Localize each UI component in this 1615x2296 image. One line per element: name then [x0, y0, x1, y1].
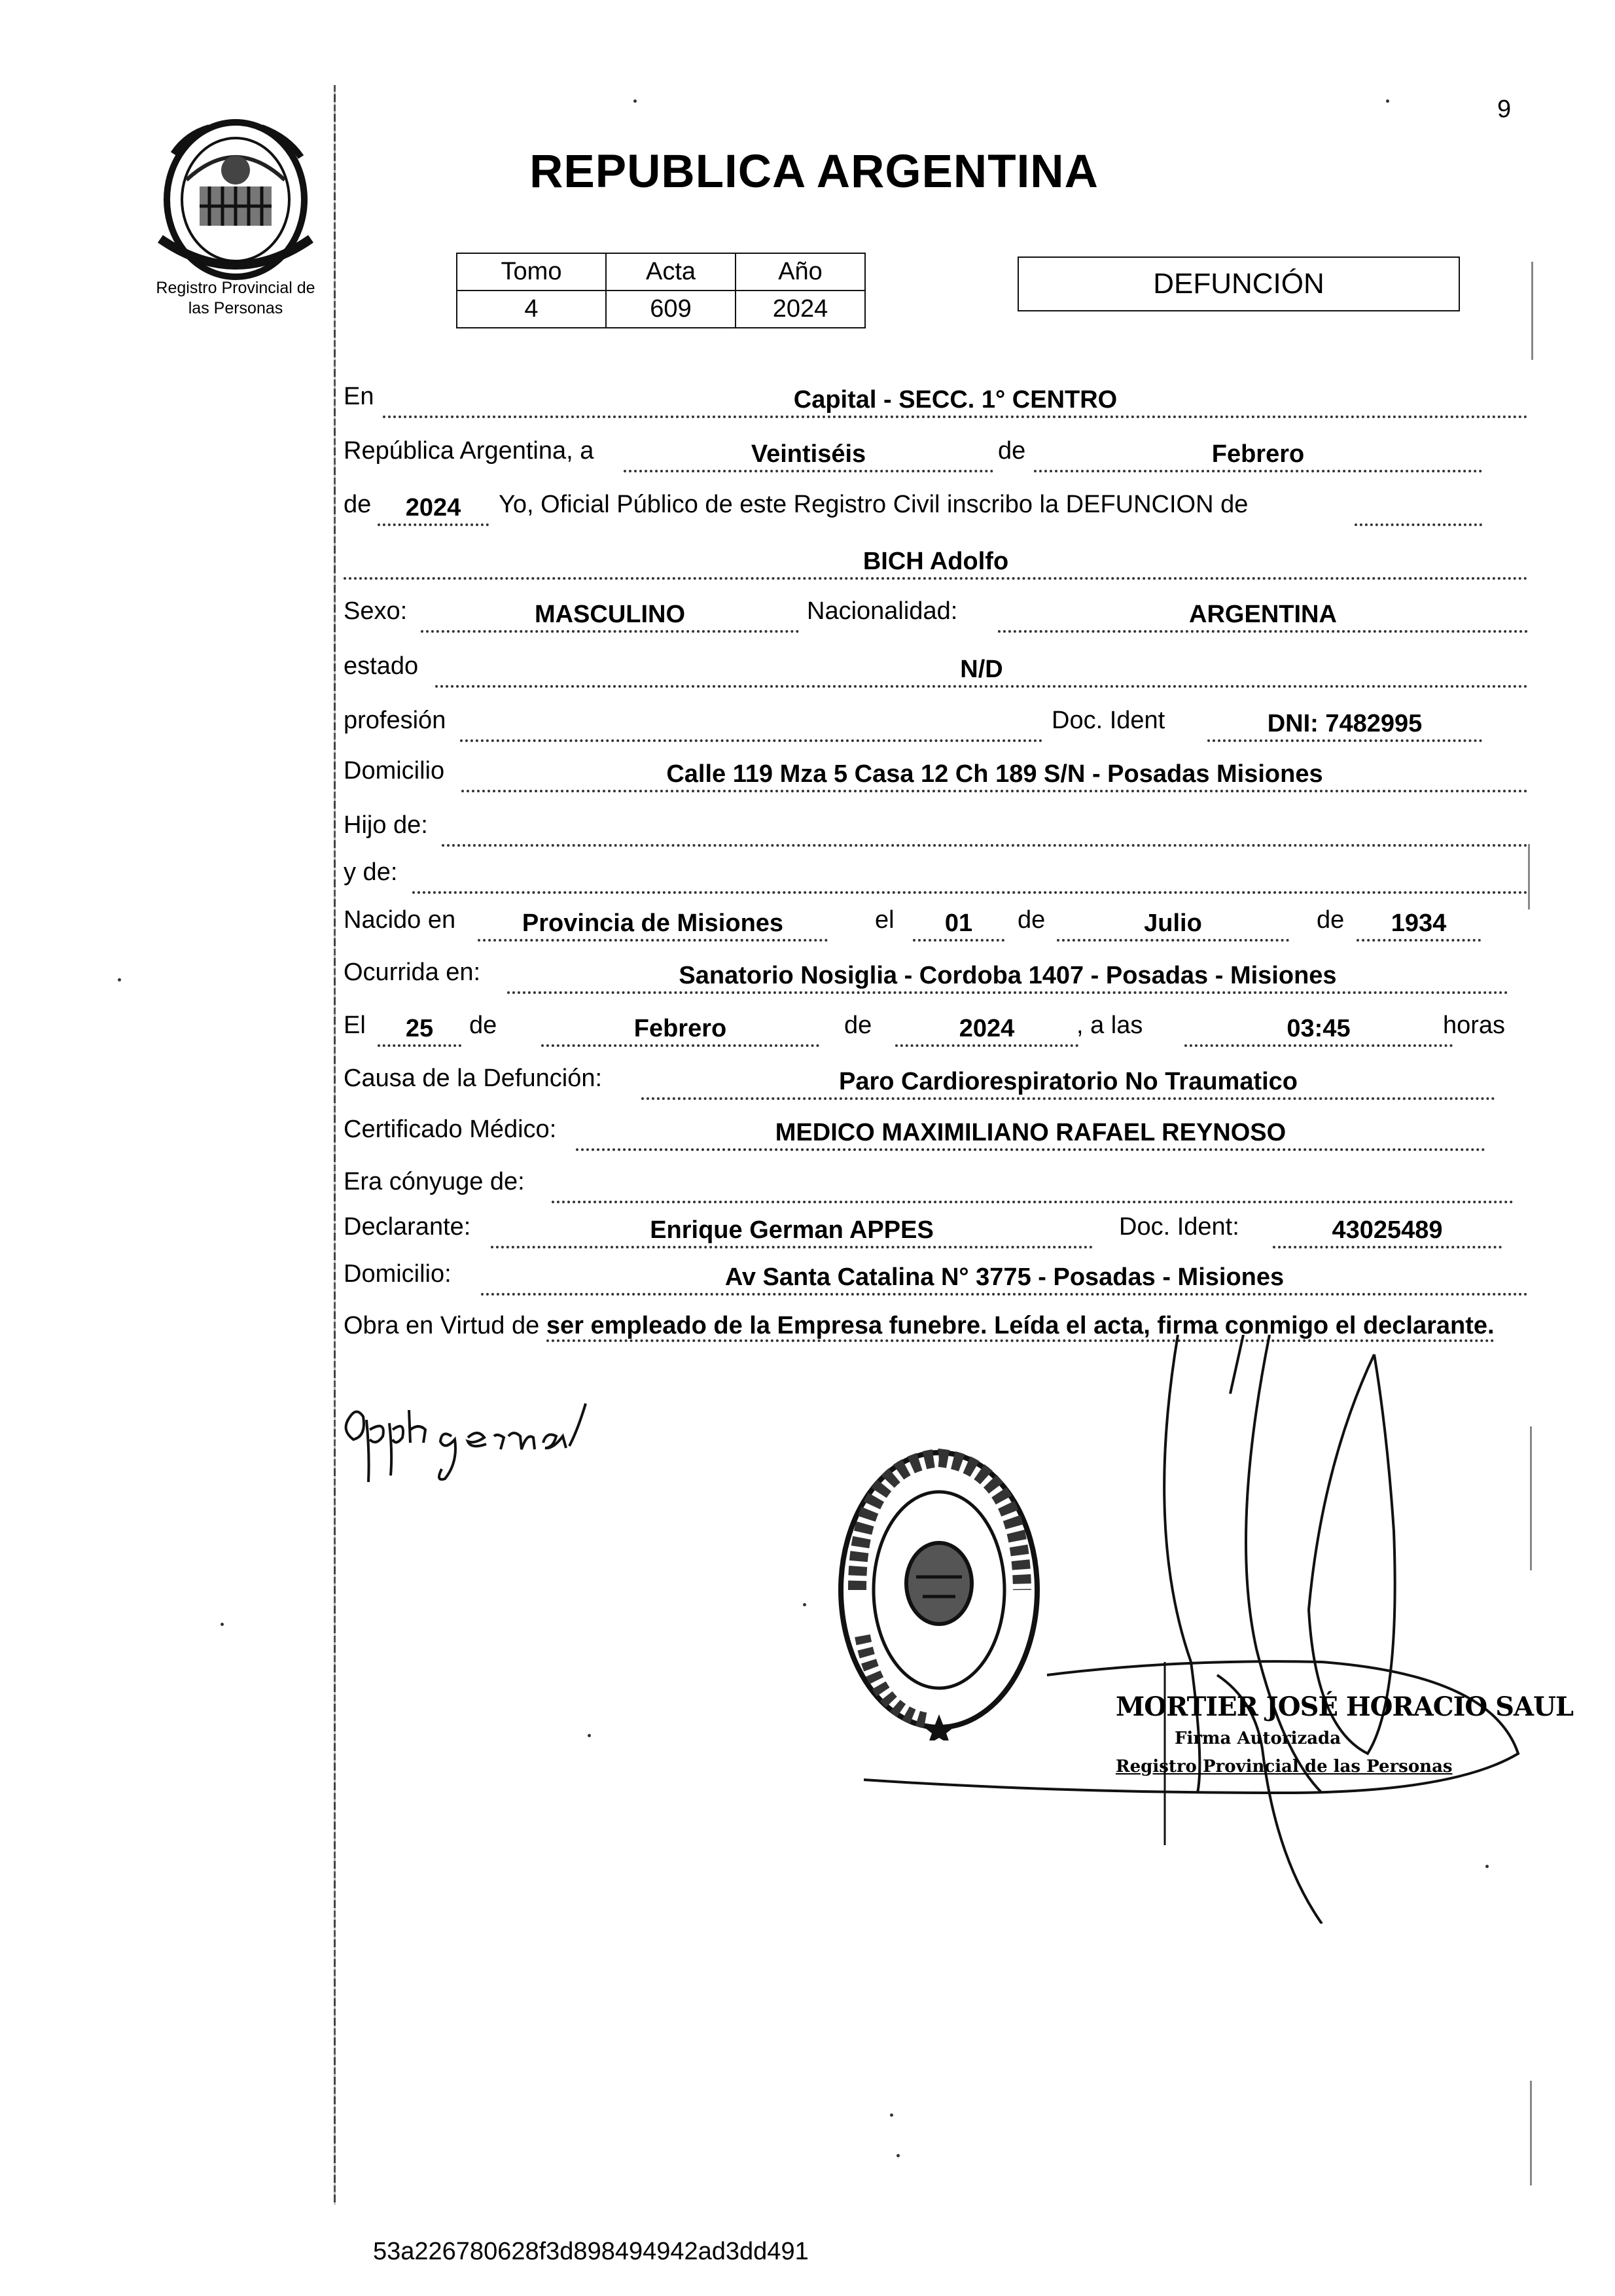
record-type-box: DEFUNCIÓN [1018, 256, 1460, 311]
scan-edge-mark [1528, 844, 1530, 910]
anio-value: 2024 [736, 291, 865, 328]
decl-doc-label: Doc. Ident: [1119, 1213, 1239, 1241]
alas-label: , a las [1076, 1012, 1143, 1039]
row-sexo [344, 597, 1528, 637]
scan-speck [221, 1623, 224, 1626]
registry-line1: Registro Provincial de [156, 279, 315, 297]
stamp-role: Firma Autorizada [1175, 1729, 1341, 1748]
mes-value: Febrero [1034, 444, 1482, 472]
causa-label: Causa de la Defunción: [344, 1065, 603, 1092]
de-label: de [998, 437, 1026, 465]
declarant-signature-icon [337, 1390, 612, 1489]
conyuge-value [552, 1174, 1514, 1203]
row-inscribo [344, 491, 1528, 530]
scan-edge-mark [1530, 2081, 1532, 2185]
scan-speck [896, 2154, 900, 2157]
document-hash: 53a226780628f3d898494942ad3dd491 [373, 2238, 809, 2265]
causa-value: Paro Cardiorespiratorio No Traumatico [641, 1071, 1495, 1100]
scan-speck [633, 99, 637, 103]
def-mes-value: Febrero [541, 1018, 819, 1047]
row-declarante [344, 1213, 1528, 1252]
en-label: En [344, 383, 374, 410]
stamp-organization: Registro Provincial de las Personas [1116, 1757, 1453, 1776]
domicilio-value: Calle 119 Mza 5 Casa 12 Ch 189 S/N - Posadas Misiones [461, 764, 1528, 792]
rep-label: República Argentina, a [344, 437, 594, 465]
reference-header-row [457, 253, 865, 291]
obra-text: ser empleado de la Empresa funebre. Leída el acta, firma conmigo el declarante. [546, 1312, 1495, 1342]
anio-inscripcion-value: 2024 [378, 497, 489, 526]
inscribo-label: Yo, Oficial Público de este Registro Civil inscribo la DEFUNCION de [499, 491, 1249, 518]
ocurrida-label: Ocurrida en: [344, 959, 481, 986]
certificado-label: Certificado Médico: [344, 1116, 557, 1143]
row-certificado [344, 1116, 1528, 1155]
sexo-value: MASCULINO [421, 604, 799, 633]
sexo-label: Sexo: [344, 597, 408, 625]
obra-prefix: Obra en Virtud de [344, 1312, 540, 1339]
reference-value-row [457, 291, 865, 328]
scan-speck [588, 1734, 591, 1737]
row-profesion [344, 707, 1528, 746]
horas-label: horas [1443, 1012, 1506, 1039]
doc-label: Doc. Ident [1052, 707, 1165, 734]
doc-value: DNI: 7482995 [1207, 713, 1482, 742]
el-label: el [875, 906, 895, 934]
row-domicilio [344, 757, 1528, 796]
def-dia-value: 25 [378, 1018, 461, 1047]
conyuge-label: Era cónyuge de: [344, 1168, 525, 1195]
nacido-en-value: Provincia de Misiones [478, 913, 828, 942]
def-anio-value: 2024 [895, 1018, 1078, 1047]
profesion-value [460, 713, 1042, 742]
profesion-label: profesión [344, 707, 446, 734]
hora-value: 03:45 [1184, 1018, 1453, 1047]
hijo-label: Hijo de: [344, 811, 428, 839]
reference-table [456, 253, 866, 328]
en-value: Capital - SECC. 1° CENTRO [383, 389, 1528, 418]
tomo-value: 4 [457, 291, 606, 328]
nacionalidad-value: ARGENTINA [998, 604, 1528, 633]
dia-value: Veintiséis [624, 444, 993, 472]
page-number: 9 [1497, 96, 1512, 123]
official-signature-icon [864, 1335, 1531, 1924]
decl-domicilio-label: Domicilio: [344, 1260, 452, 1288]
row-estado [344, 652, 1528, 692]
scan-edge-mark [1530, 1426, 1532, 1570]
certificado-value: MEDICO MAXIMILIANO RAFAEL REYNOSO [576, 1122, 1485, 1151]
row-nombre [344, 544, 1528, 584]
row-nacido [344, 906, 1528, 945]
document-title: REPUBLICA ARGENTINA [529, 146, 1099, 198]
scan-speck [890, 2113, 893, 2117]
de2-label: de [344, 491, 372, 518]
ocurrida-value: Sanatorio Nosiglia - Cordoba 1407 - Posadas - Misiones [507, 965, 1508, 994]
decl-domicilio-value: Av Santa Catalina N° 3775 - Posadas - Misiones [481, 1267, 1528, 1296]
hijo-value [442, 818, 1528, 847]
scan-speck [1386, 99, 1389, 103]
def-de2-label: de [844, 1012, 872, 1039]
row-conyuge [344, 1168, 1528, 1207]
nac-mes-value: Julio [1057, 913, 1289, 942]
stamp-official-name: MORTIER JOSÉ HORACIO SAUL [1116, 1691, 1574, 1722]
declarante-label: Declarante: [344, 1213, 471, 1241]
scan-speck [1485, 1865, 1489, 1868]
declarante-value: Enrique German APPES [491, 1220, 1093, 1248]
estado-value: N/D [435, 659, 1528, 688]
domicilio-label: Domicilio [344, 757, 445, 785]
nac-de-label: de [1018, 906, 1046, 934]
inscribo-blank [1355, 497, 1482, 526]
scan-speck [118, 978, 121, 981]
anio-header: Año [736, 253, 865, 291]
row-yde [344, 858, 1528, 898]
def-de-label: de [469, 1012, 497, 1039]
nac-de2-label: de [1317, 906, 1345, 934]
left-margin-rule [334, 85, 336, 2205]
row-hijo [344, 811, 1528, 851]
row-causa [344, 1065, 1528, 1104]
el2-label: El [344, 1012, 366, 1039]
acta-header: Acta [606, 253, 736, 291]
registry-line2: las Personas [188, 299, 283, 317]
yde-value [412, 865, 1528, 894]
row-decl-domicilio [344, 1260, 1528, 1299]
registry-label [111, 278, 360, 319]
row-en [344, 383, 1528, 422]
nacido-label: Nacido en [344, 906, 456, 934]
acta-value: 609 [606, 291, 736, 328]
row-fecha-defuncion [344, 1012, 1528, 1051]
tomo-header: Tomo [457, 253, 606, 291]
scan-edge-mark [1531, 262, 1533, 360]
yde-label: y de: [344, 858, 398, 886]
row-ocurrida [344, 959, 1528, 998]
row-fecha-inscripcion [344, 437, 1528, 476]
nombre-value: BICH Adolfo [344, 551, 1528, 580]
nacionalidad-label: Nacionalidad: [807, 597, 958, 625]
estado-label: estado [344, 652, 419, 680]
nac-dia-value: 01 [913, 913, 1004, 942]
nac-anio-value: 1934 [1357, 913, 1481, 942]
scan-speck [803, 1603, 806, 1606]
decl-doc-value: 43025489 [1273, 1220, 1502, 1248]
